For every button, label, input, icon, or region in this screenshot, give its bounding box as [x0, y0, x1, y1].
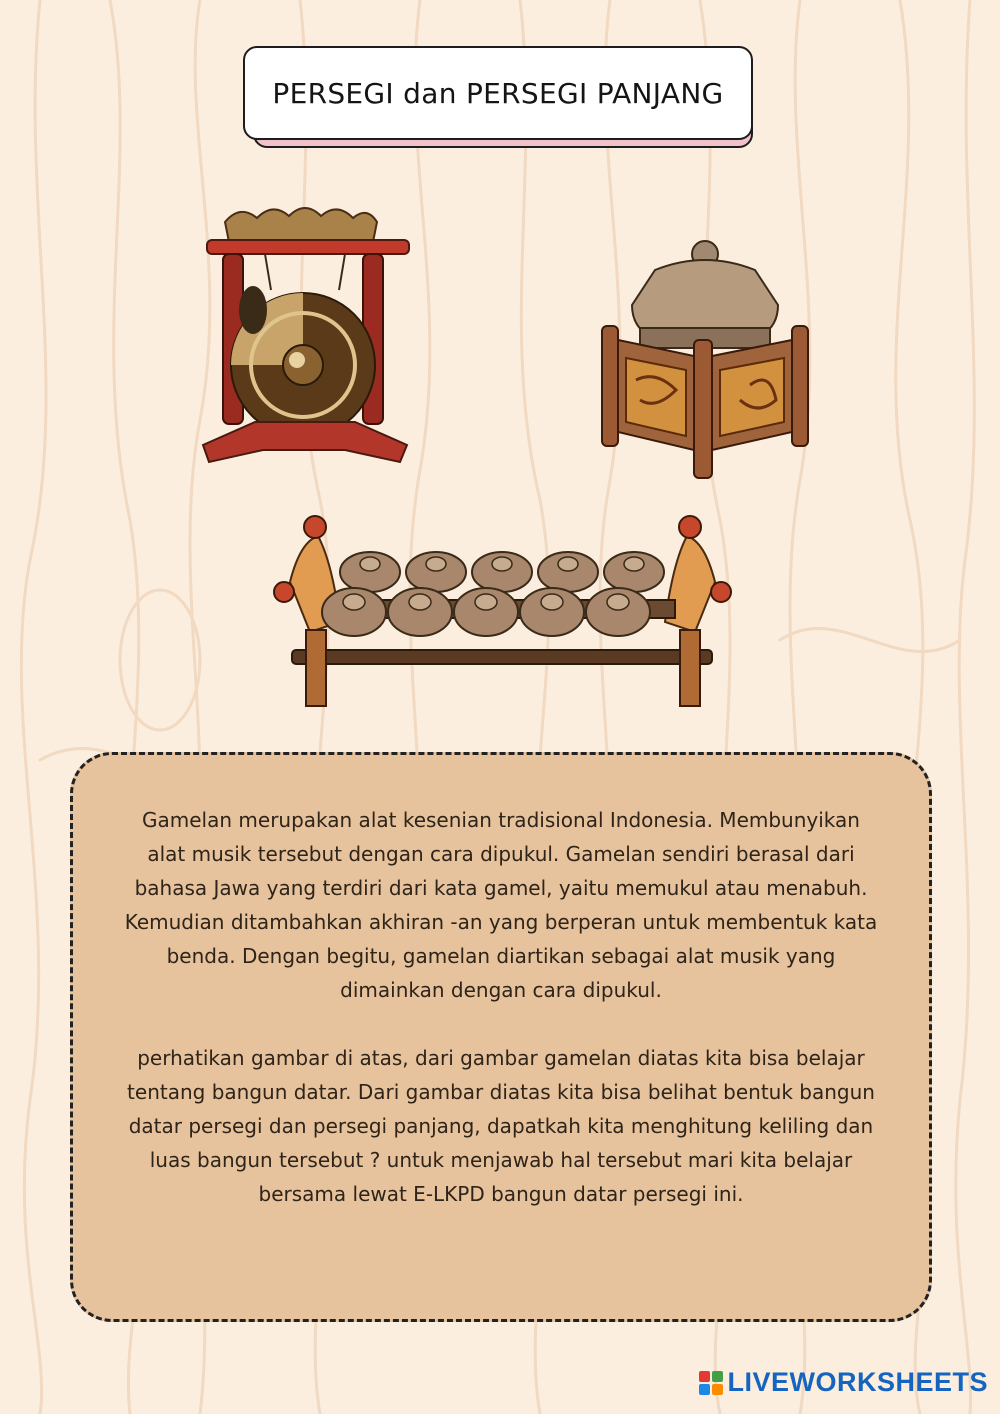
page-title: PERSEGI dan PERSEGI PANJANG	[243, 46, 753, 140]
paragraph-gamelan: Gamelan merupakan alat kesenian tradisional Indonesia. Membunyikan alat musik tersebut dengan cara dipukul. Gamelan sendiri berasal dari bahasa Jawa yang terdiri dari kata gamel, yaitu memukul atau menabuh. Kemudian ditambahkan akhiran -an yang berperan untuk membentuk kata benda. Dengan begitu, gamelan diartikan sebagai alat musik yang dimainkan dengan cara dipukul.	[124, 808, 878, 1002]
title-card	[243, 46, 755, 148]
paragraph-instructions: perhatikan gambar di atas, dari gambar gamelan diatas kita bisa belajar tentang bangun datar. Dari gambar diatas kita bisa belihat bentuk bangun datar persegi dan persegi panjang, dapatkah kita menghitung keliling dan luas bangun tersebut ? untuk menjawab hal tersebut mari kita belajar bersama lewat E-LKPD bangun datar persegi ini.	[127, 1046, 875, 1206]
description-card	[70, 752, 932, 1322]
brand-footer	[699, 1367, 988, 1398]
kempyang-icon	[600, 240, 810, 480]
gong-icon	[195, 200, 410, 475]
liveworksheets-logo-icon	[699, 1371, 723, 1395]
brand-name: LIVEWORKSHEETS	[727, 1367, 988, 1397]
bonang-icon	[270, 512, 735, 710]
